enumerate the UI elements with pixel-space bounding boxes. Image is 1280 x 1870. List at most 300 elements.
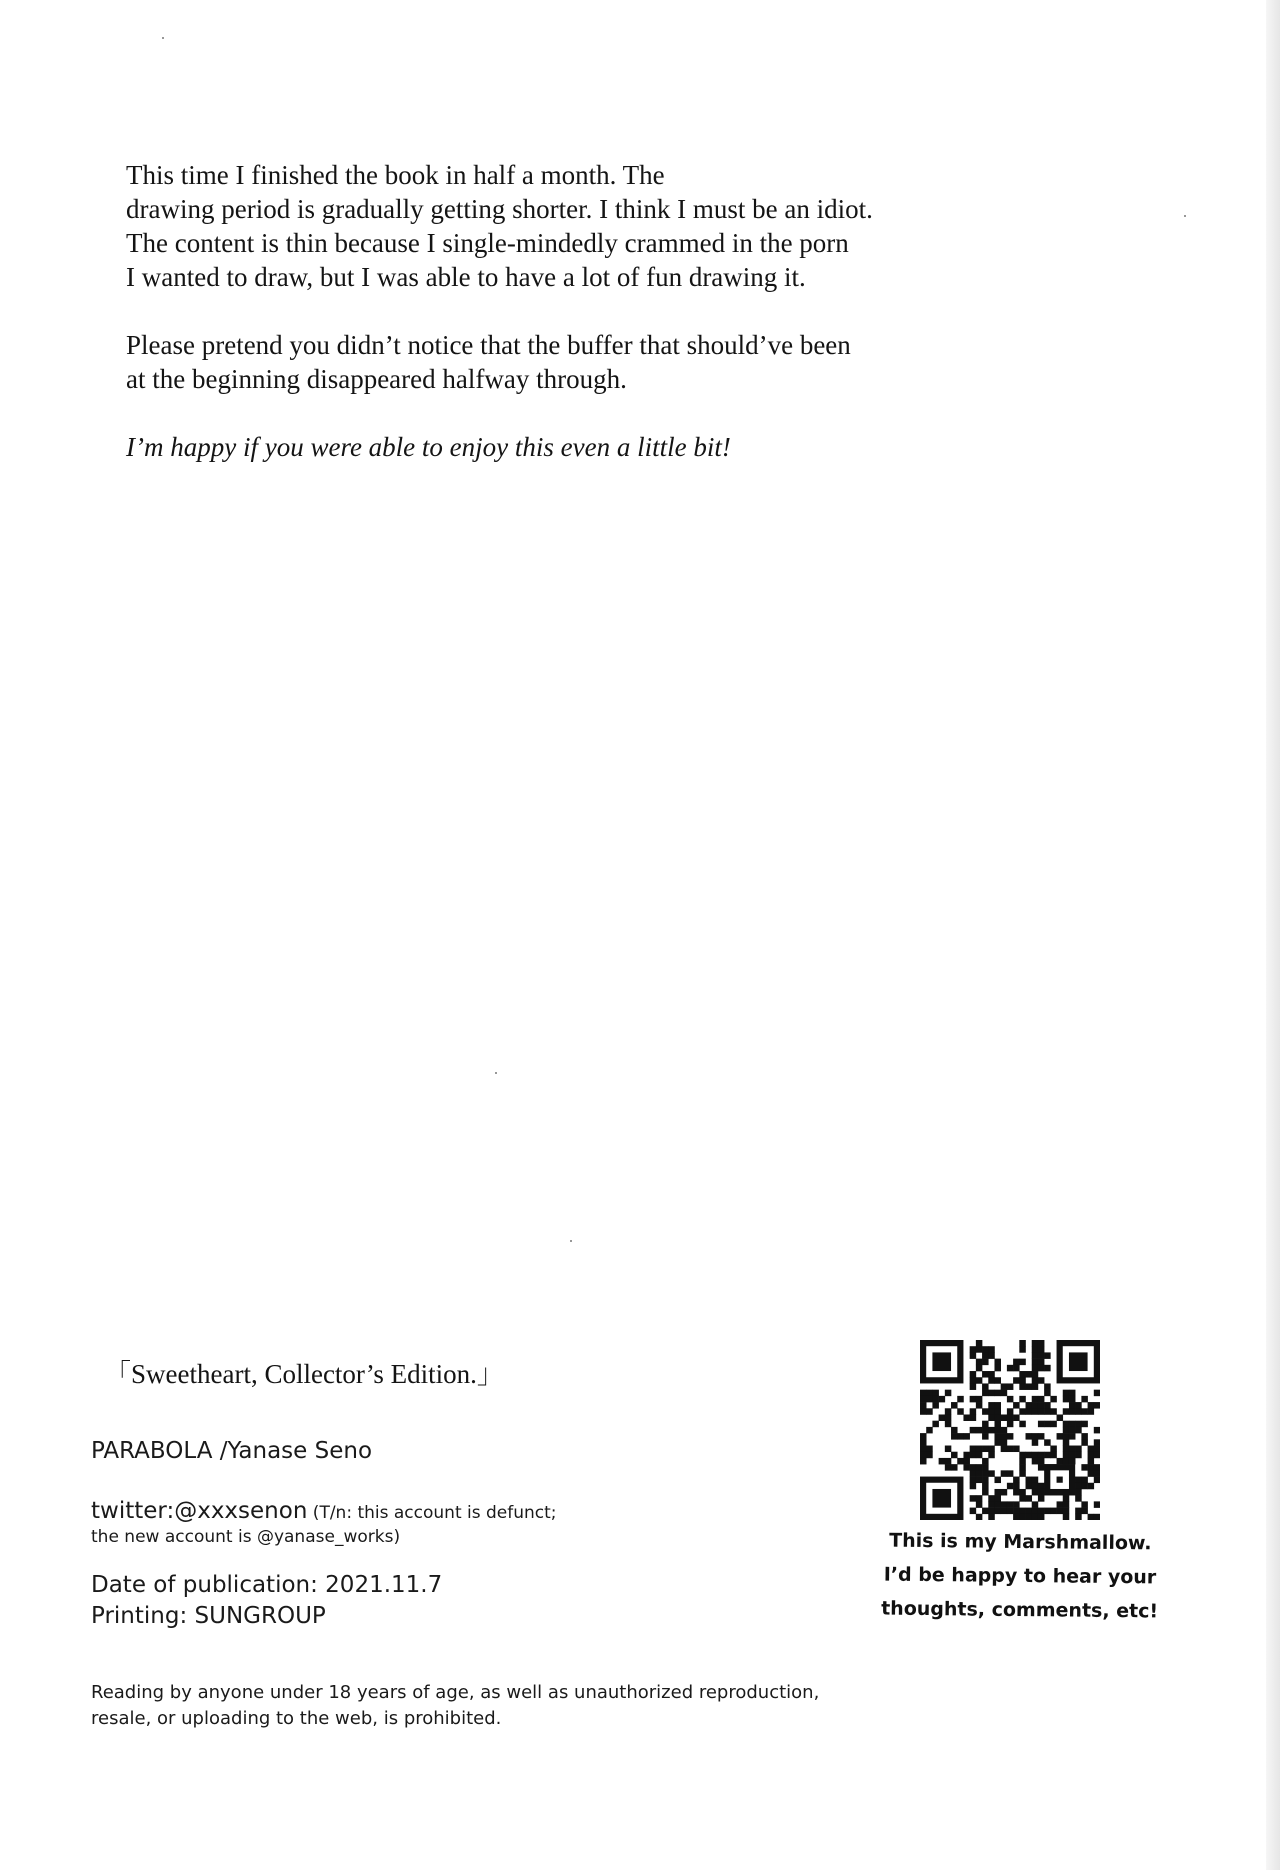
qr-module <box>939 1414 946 1421</box>
qr-module <box>932 1421 939 1428</box>
qr-module <box>1019 1514 1026 1520</box>
qr-module <box>1038 1508 1045 1515</box>
qr-module <box>1088 1483 1095 1490</box>
book-title: 「Sweetheart, Collector’s Edition.」 <box>104 1359 504 1389</box>
qr-module <box>1013 1514 1020 1520</box>
qr-module <box>976 1452 983 1459</box>
qr-module <box>994 1408 1001 1415</box>
qr-module <box>1019 1452 1026 1459</box>
qr-module <box>1019 1421 1026 1428</box>
qr-module <box>988 1501 995 1508</box>
qr-module <box>1044 1408 1051 1415</box>
qr-module <box>1038 1340 1045 1347</box>
qr-module <box>976 1359 983 1366</box>
qr-module <box>1013 1414 1020 1421</box>
qr-module <box>1001 1383 1008 1390</box>
qr-module <box>1032 1377 1039 1384</box>
circle-author: PARABOLA /Yanase Seno <box>91 1438 373 1464</box>
qr-module <box>1057 1501 1064 1508</box>
qr-module <box>1019 1359 1026 1366</box>
qr-module <box>988 1346 995 1353</box>
qr-module <box>939 1458 946 1465</box>
afterword-paragraph-2 <box>126 328 926 396</box>
qr-module <box>1026 1433 1033 1440</box>
qr-module <box>1038 1352 1045 1359</box>
qr-module <box>988 1508 995 1515</box>
qr-module <box>1063 1433 1070 1440</box>
qr-module <box>1075 1514 1082 1520</box>
qr-module <box>1032 1452 1039 1459</box>
qr-module <box>988 1402 995 1409</box>
qr-module <box>1094 1470 1100 1477</box>
qr-module <box>970 1352 977 1359</box>
qr-module <box>1057 1414 1064 1421</box>
qr-module <box>994 1501 1001 1508</box>
qr-module <box>951 1433 958 1440</box>
qr-module <box>1069 1446 1076 1453</box>
qr-module <box>976 1402 983 1409</box>
qr-module <box>1088 1458 1095 1465</box>
qr-module <box>963 1464 970 1471</box>
qr-module <box>920 1390 927 1397</box>
qr-module <box>1001 1427 1008 1434</box>
qr-module <box>926 1396 933 1403</box>
qr-module <box>1069 1458 1076 1465</box>
qr-module <box>1075 1446 1082 1453</box>
legal-notice-line: resale, or uploading to the web, is prohibited. <box>91 1708 502 1729</box>
qr-module <box>1094 1446 1100 1453</box>
qr-module <box>1044 1439 1051 1446</box>
qr-module <box>1075 1452 1082 1459</box>
qr-module <box>1075 1495 1082 1502</box>
qr-module <box>1019 1470 1026 1477</box>
qr-code-icon[interactable] <box>920 1340 1100 1520</box>
qr-module <box>957 1396 964 1403</box>
qr-module <box>982 1371 989 1378</box>
qr-module <box>1019 1495 1026 1502</box>
qr-module <box>945 1421 952 1428</box>
qr-module <box>1094 1452 1100 1459</box>
qr-module <box>1001 1501 1008 1508</box>
qr-module <box>1013 1365 1020 1372</box>
qr-module <box>1038 1377 1045 1384</box>
qr-module <box>982 1489 989 1496</box>
qr-module <box>1001 1390 1008 1397</box>
qr-module <box>1094 1439 1100 1446</box>
qr-align-inner <box>1057 1477 1063 1483</box>
qr-module <box>1007 1421 1014 1428</box>
qr-module <box>1032 1402 1039 1409</box>
qr-module <box>988 1414 995 1421</box>
qr-module <box>1026 1514 1033 1520</box>
qr-module <box>1038 1483 1045 1490</box>
qr-module <box>1081 1396 1088 1403</box>
qr-module <box>1038 1452 1045 1459</box>
qr-module <box>1044 1452 1051 1459</box>
afterword-text <box>126 158 926 498</box>
qr-module <box>1088 1408 1095 1415</box>
qr-module <box>982 1352 989 1359</box>
qr-module <box>994 1365 1001 1372</box>
qr-module <box>1094 1427 1100 1434</box>
qr-module <box>970 1427 977 1434</box>
qr-module <box>932 1396 939 1403</box>
qr-module <box>982 1477 989 1484</box>
printing-info: Printing: SUNGROUP <box>91 1603 326 1629</box>
qr-module <box>1032 1340 1039 1347</box>
qr-module <box>1013 1402 1020 1409</box>
qr-module <box>1075 1483 1082 1490</box>
qr-module <box>1032 1383 1039 1390</box>
qr-module <box>976 1495 983 1502</box>
qr-module <box>982 1427 989 1434</box>
qr-module <box>1069 1408 1076 1415</box>
qr-module <box>951 1427 958 1434</box>
qr-module <box>1019 1371 1026 1378</box>
qr-module <box>970 1383 977 1390</box>
qr-module <box>1081 1464 1088 1471</box>
qr-module <box>1038 1464 1045 1471</box>
qr-module <box>1069 1452 1076 1459</box>
qr-finder-inner <box>932 1489 951 1508</box>
qr-module <box>982 1446 989 1453</box>
qr-module <box>994 1439 1001 1446</box>
qr-module <box>1050 1508 1057 1515</box>
qr-module <box>1081 1501 1088 1508</box>
qr-module <box>1032 1346 1039 1353</box>
qr-module <box>1032 1365 1039 1372</box>
qr-module <box>1044 1383 1051 1390</box>
qr-module <box>1032 1408 1039 1415</box>
afterword-line: I wanted to draw, but I was able to have a lot of fun drawing it. <box>126 262 806 292</box>
qr-module <box>920 1408 927 1415</box>
qr-module <box>1075 1421 1082 1428</box>
qr-module <box>994 1414 1001 1421</box>
qr-module <box>1026 1408 1033 1415</box>
qr-module <box>982 1433 989 1440</box>
qr-module <box>988 1427 995 1434</box>
qr-module <box>970 1446 977 1453</box>
qr-module <box>1094 1390 1100 1397</box>
afterword-line: This time I finished the book in half a month. The <box>126 160 665 190</box>
qr-module <box>1088 1446 1095 1453</box>
qr-module <box>976 1427 983 1434</box>
qr-module <box>1063 1508 1070 1515</box>
qr-module <box>1038 1402 1045 1409</box>
qr-module <box>982 1470 989 1477</box>
qr-module <box>932 1390 939 1397</box>
qr-module <box>1038 1421 1045 1428</box>
afterword-closing <box>126 430 926 464</box>
qr-module <box>920 1452 927 1459</box>
qr-module <box>1063 1452 1070 1459</box>
qr-module <box>1038 1433 1045 1440</box>
qr-module <box>1032 1477 1039 1484</box>
qr-module <box>920 1458 927 1465</box>
qr-module <box>988 1446 995 1453</box>
qr-module <box>1038 1495 1045 1502</box>
qr-module <box>988 1495 995 1502</box>
qr-module <box>970 1495 977 1502</box>
qr-module <box>1069 1402 1076 1409</box>
qr-module <box>988 1371 995 1378</box>
qr-module <box>926 1427 933 1434</box>
qr-module <box>1026 1483 1033 1490</box>
qr-module <box>976 1346 983 1353</box>
qr-module <box>1038 1359 1045 1366</box>
qr-module <box>994 1377 1001 1384</box>
qr-module <box>957 1408 964 1415</box>
qr-module <box>1044 1421 1051 1428</box>
qr-module <box>1075 1477 1082 1484</box>
qr-module <box>1001 1489 1008 1496</box>
qr-module <box>1069 1390 1076 1397</box>
caption-line: I’d be happy to hear your <box>883 1563 1157 1589</box>
qr-finder-inner <box>1069 1352 1088 1371</box>
qr-finder-inner <box>932 1352 951 1371</box>
qr-module <box>1026 1477 1033 1484</box>
qr-module <box>951 1402 958 1409</box>
qr-module <box>976 1396 983 1403</box>
qr-module <box>1081 1477 1088 1484</box>
qr-module <box>1069 1433 1076 1440</box>
qr-module <box>1075 1427 1082 1434</box>
qr-module <box>970 1483 977 1490</box>
qr-module <box>1081 1483 1088 1490</box>
qr-module <box>945 1458 952 1465</box>
qr-module <box>920 1433 927 1440</box>
qr-module <box>1050 1396 1057 1403</box>
qr-module <box>1026 1452 1033 1459</box>
qr-module <box>1063 1446 1070 1453</box>
qr-module <box>994 1402 1001 1409</box>
qr-module <box>963 1433 970 1440</box>
twitter-line <box>91 1498 557 1524</box>
qr-module <box>1013 1377 1020 1384</box>
qr-module <box>982 1483 989 1490</box>
qr-module <box>1063 1396 1070 1403</box>
qr-module <box>1088 1402 1095 1409</box>
qr-module <box>1075 1402 1082 1409</box>
qr-module <box>1007 1470 1014 1477</box>
qr-module <box>1063 1458 1070 1465</box>
qr-module <box>932 1402 939 1409</box>
qr-module <box>1007 1414 1014 1421</box>
qr-module <box>1019 1458 1026 1465</box>
qr-module <box>970 1508 977 1515</box>
qr-module <box>1094 1402 1100 1409</box>
qr-module <box>1019 1377 1026 1384</box>
qr-module <box>1063 1390 1070 1397</box>
qr-module <box>1032 1514 1039 1520</box>
qr-module <box>1026 1402 1033 1409</box>
qr-module <box>1094 1477 1100 1484</box>
qr-module <box>1001 1439 1008 1446</box>
qr-module <box>982 1359 989 1366</box>
qr-module <box>926 1446 933 1453</box>
qr-module <box>988 1514 995 1520</box>
qr-module <box>1044 1402 1051 1409</box>
qr-module <box>988 1452 995 1459</box>
qr-module <box>1050 1421 1057 1428</box>
qr-module <box>1044 1352 1051 1359</box>
qr-module <box>939 1396 946 1403</box>
legal-notice-line: Reading by anyone under 18 years of age, as well as unauthorized reproduction, <box>91 1682 820 1703</box>
qr-module <box>1013 1489 1020 1496</box>
qr-module <box>1032 1439 1039 1446</box>
qr-module <box>945 1446 952 1453</box>
qr-module <box>1032 1501 1039 1508</box>
qr-module <box>976 1365 983 1372</box>
qr-module <box>1088 1470 1095 1477</box>
qr-module <box>1063 1421 1070 1428</box>
qr-module <box>1026 1371 1033 1378</box>
qr-module <box>994 1433 1001 1440</box>
qr-module <box>976 1514 983 1520</box>
qr-module <box>945 1390 952 1397</box>
qr-module <box>945 1408 952 1415</box>
qr-module <box>1063 1408 1070 1415</box>
qr-module <box>1001 1414 1008 1421</box>
qr-module <box>970 1408 977 1415</box>
qr-module <box>1038 1365 1045 1372</box>
afterword-closing-line: I’m happy if you were able to enjoy this even a little bit! <box>126 432 731 462</box>
qr-module <box>1081 1433 1088 1440</box>
qr-code-graphic <box>920 1340 1100 1520</box>
qr-module <box>1038 1458 1045 1465</box>
qr-module <box>1063 1514 1070 1520</box>
qr-module <box>1063 1495 1070 1502</box>
qr-module <box>1026 1508 1033 1515</box>
qr-module <box>1094 1464 1100 1471</box>
marshmallow-caption <box>869 1523 1170 1628</box>
qr-module <box>945 1464 952 1471</box>
qr-module <box>1019 1408 1026 1415</box>
qr-module <box>1038 1489 1045 1496</box>
qr-module <box>1088 1514 1095 1520</box>
caption-line: This is my Marshmallow. <box>889 1529 1152 1555</box>
qr-module <box>970 1470 977 1477</box>
qr-module <box>951 1452 958 1459</box>
qr-module <box>1007 1408 1014 1415</box>
qr-module <box>1038 1514 1045 1520</box>
qr-module <box>988 1390 995 1397</box>
qr-module <box>1044 1365 1051 1372</box>
qr-module <box>1044 1508 1051 1515</box>
qr-module <box>976 1477 983 1484</box>
qr-module <box>1075 1489 1082 1496</box>
qr-module <box>1044 1390 1051 1397</box>
qr-module <box>920 1446 927 1453</box>
qr-module <box>1013 1477 1020 1484</box>
qr-module <box>976 1340 983 1347</box>
qr-module <box>970 1371 977 1378</box>
qr-module <box>1001 1470 1008 1477</box>
qr-module <box>1081 1408 1088 1415</box>
qr-module <box>994 1421 1001 1428</box>
qr-module <box>1038 1346 1045 1353</box>
qr-module <box>970 1414 977 1421</box>
qr-module <box>1069 1421 1076 1428</box>
qr-module <box>988 1377 995 1384</box>
qr-module <box>982 1464 989 1471</box>
qr-module <box>1013 1483 1020 1490</box>
qr-module <box>970 1477 977 1484</box>
afterword-line: drawing period is gradually getting shorter. I think I must be an idiot. <box>126 194 873 224</box>
qr-module <box>1007 1383 1014 1390</box>
qr-module <box>1019 1346 1026 1353</box>
qr-module <box>994 1489 1001 1496</box>
publication-date: Date of publication: 2021.11.7 <box>91 1572 443 1598</box>
qr-module <box>1081 1421 1088 1428</box>
afterword-paragraph-1 <box>126 158 926 294</box>
qr-module <box>1019 1396 1026 1403</box>
qr-module <box>994 1427 1001 1434</box>
qr-module <box>1057 1433 1064 1440</box>
qr-module <box>1007 1501 1014 1508</box>
qr-module <box>963 1452 970 1459</box>
qr-module <box>988 1352 995 1359</box>
qr-module <box>994 1477 1001 1484</box>
qr-module <box>945 1414 952 1421</box>
qr-module <box>1032 1458 1039 1465</box>
qr-module <box>1001 1446 1008 1453</box>
qr-module <box>1019 1340 1026 1347</box>
afterword-line: at the beginning disappeared halfway through. <box>126 364 627 394</box>
qr-module <box>988 1470 995 1477</box>
qr-module <box>1007 1433 1014 1440</box>
qr-module <box>1081 1508 1088 1515</box>
qr-module <box>1038 1396 1045 1403</box>
twitter-note: (T/n: this account is defunct; <box>307 1503 557 1523</box>
qr-module <box>1057 1458 1064 1465</box>
qr-module <box>1032 1359 1039 1366</box>
qr-module <box>976 1377 983 1384</box>
qr-module <box>1007 1365 1014 1372</box>
qr-module <box>957 1433 964 1440</box>
qr-module <box>1063 1439 1070 1446</box>
twitter-note-continued: the new account is @yanase_works) <box>91 1527 401 1547</box>
qr-module <box>920 1402 927 1409</box>
qr-module <box>1026 1383 1033 1390</box>
qr-module <box>982 1421 989 1428</box>
qr-module <box>1081 1439 1088 1446</box>
qr-module <box>1032 1489 1039 1496</box>
qr-module <box>1007 1508 1014 1515</box>
qr-module <box>1019 1489 1026 1496</box>
qr-module <box>1063 1427 1070 1434</box>
qr-module <box>1032 1396 1039 1403</box>
scan-speck <box>495 1072 497 1074</box>
qr-module <box>970 1396 977 1403</box>
qr-module <box>982 1346 989 1353</box>
qr-module <box>1032 1371 1039 1378</box>
qr-module <box>1019 1464 1026 1471</box>
qr-module <box>926 1408 933 1415</box>
qr-module <box>1001 1433 1008 1440</box>
qr-module <box>1075 1508 1082 1515</box>
qr-module <box>1088 1464 1095 1471</box>
qr-module <box>1032 1352 1039 1359</box>
caption-line: thoughts, comments, etc! <box>881 1597 1159 1623</box>
qr-module <box>1013 1446 1020 1453</box>
qr-module <box>963 1458 970 1465</box>
qr-module <box>1013 1359 1020 1366</box>
qr-module <box>982 1408 989 1415</box>
qr-module <box>1057 1508 1064 1515</box>
qr-module <box>988 1408 995 1415</box>
qr-module <box>970 1346 977 1353</box>
